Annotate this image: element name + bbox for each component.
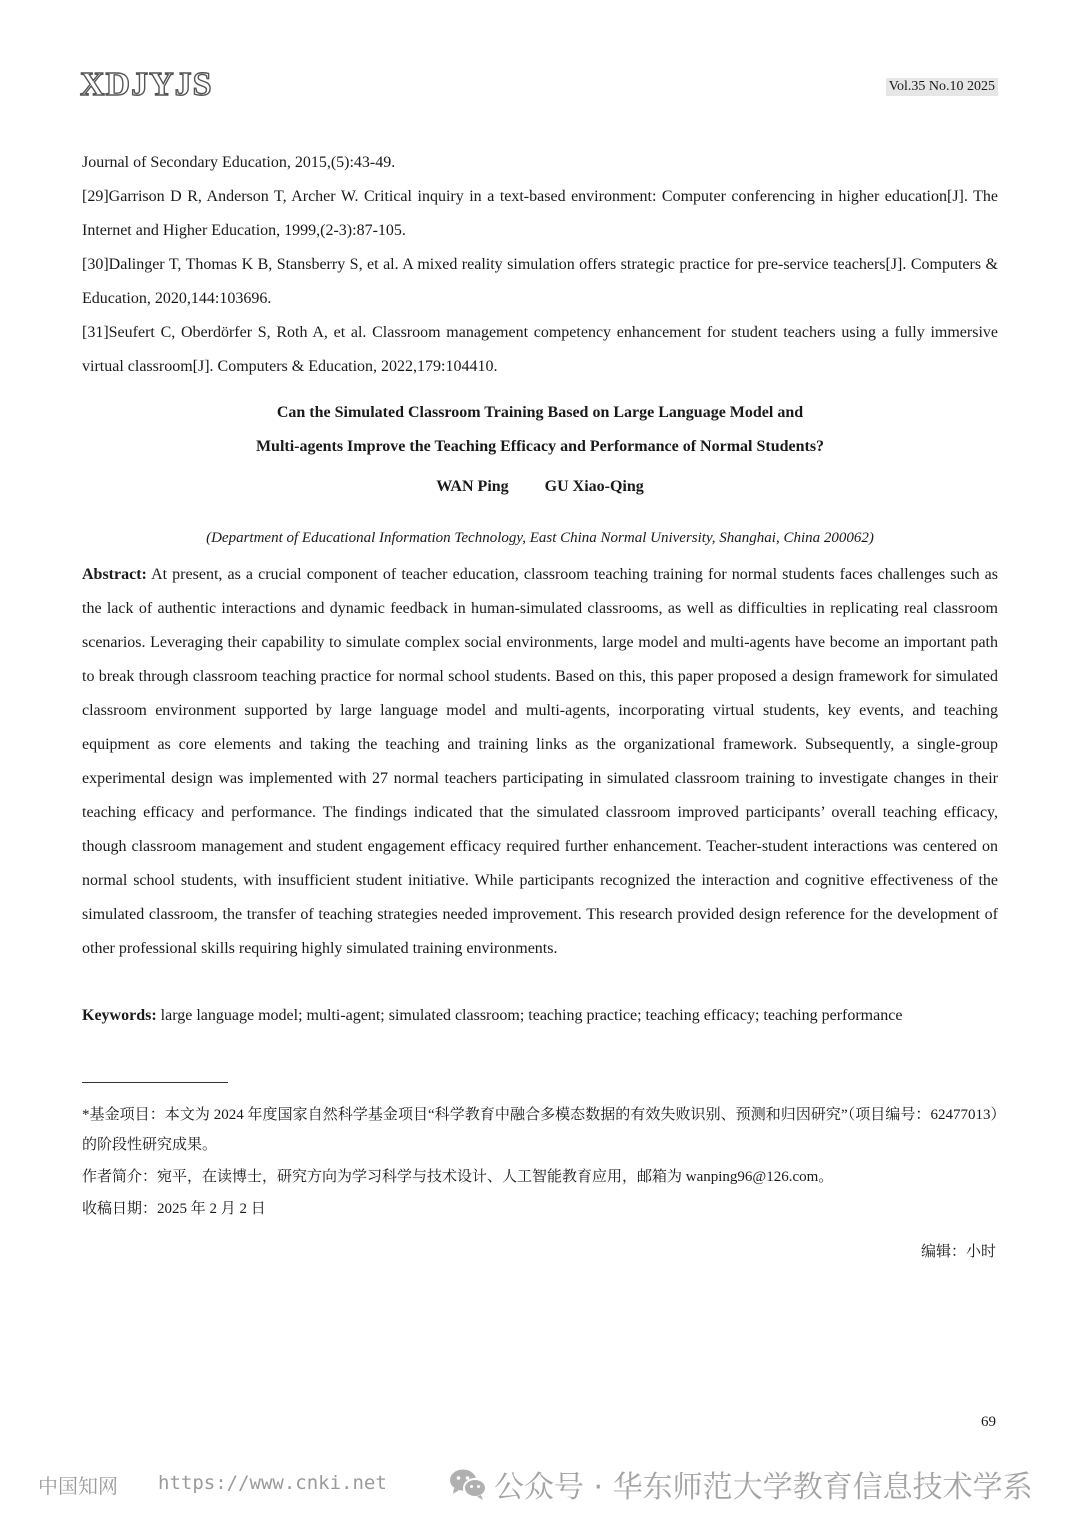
affiliation: (Department of Educational Information Technology, East China Normal University, Shanghai, China 200062)	[206, 530, 874, 546]
author-name: GU Xiao-Qing	[544, 478, 644, 495]
author-name: WAN Ping	[436, 478, 509, 495]
keywords	[82, 999, 998, 1033]
editor-credit: 编辑：小时	[920, 1244, 996, 1260]
abstract-text: At present, as a crucial component of teacher education, classroom teaching training for normal students faces challenges such as the lack of authentic interactions and dynamic feedback in human-simulated classrooms, as well as difficulties in replicating real classroom scenarios. Leveraging their capability to simulate complex social environments, large model and multi-agents have become an important path to break through classroom teaching practice for normal school students. Based on this, this paper proposed a design framework for simulated classroom environment supported by large language model and multi-agents, incorporating virtual students, key events, and teaching equipment as core elements and taking the teaching and training links as the organizational framework. Subsequently, a single-group experimental design was implemented with 27 normal teachers participating in simulated classroom training to investigate changes in their teaching efficacy and performance. The findings indicated that the simulated classroom improved participants’ overall teaching efficacy, though classroom management and student engagement efficacy required further enhancement. Teacher-student interactions was centered on normal school students, with insufficient student initiative. While participants recognized the interaction and cognitive effectiveness of the simulated classroom, the transfer of teaching strategies needed improvement. This research provided design reference for the development of other professional skills requiring highly simulated training environments.	[82, 566, 999, 957]
journal-logo: XDJYJS	[80, 66, 213, 103]
reference-list	[82, 146, 998, 384]
reference-item: Journal of Secondary Education, 2015,(5):43-49.	[82, 154, 396, 171]
keywords-label: Keywords:	[82, 1007, 157, 1024]
wechat-account-text: 公众号 · 华东师范大学教育信息技术学系	[494, 1470, 1033, 1505]
page-number: 69	[981, 1414, 996, 1430]
author-list	[82, 478, 998, 496]
footnote-divider	[82, 1082, 228, 1083]
footnote-author-bio: 作者简介：宛平，在读博士，研究方向为学习科学与技术设计、人工智能教育应用，邮箱为 wanping96@126.com。	[82, 1169, 834, 1185]
volume-info: Vol.35 No.10 2025	[886, 78, 998, 96]
site-url: https://www.cnki.net	[158, 1472, 387, 1494]
site-name: 中国知网	[38, 1476, 118, 1498]
footnote-funding: *基金项目：本文为 2024 年度国家自然科学基金项目“科学教育中融合多模态数据的有效失败识别、预测和归因研究”（项目编号：62477013）的阶段性研究成果。	[82, 1107, 998, 1153]
wechat-icon	[448, 1467, 488, 1501]
reference-item: [30]Dalinger T, Thomas K B, Stansberry S, et al. A mixed reality simulation offers strategic practice for pre-service teachers[J]. Computers & Education, 2020,144:103696.	[82, 256, 998, 307]
footnote-received-date: 收稿日期：2025 年 2 月 2 日	[82, 1201, 266, 1217]
abstract	[82, 558, 998, 966]
reference-item: [31]Seufert C, Oberdörfer S, Roth A, et al. Classroom management competency enhancement for student teachers using a fully immersive virtual classroom[J]. Computers & Education, 2022,179:104410.	[82, 324, 998, 375]
title-line-2: Multi-agents Improve the Teaching Efficacy and Performance of Normal Students?	[255, 438, 825, 455]
paper-title	[82, 396, 998, 464]
abstract-label: Abstract:	[82, 566, 147, 583]
reference-item: [29]Garrison D R, Anderson T, Archer W. Critical inquiry in a text-based environment: Computer conferencing in higher education[J]. The Internet and Higher Education, 1999,(2-3):87-105.	[82, 188, 998, 239]
title-line-1: Can the Simulated Classroom Training Based on Large Language Model and	[276, 404, 804, 421]
keywords-text: large language model; multi-agent; simulated classroom; teaching practice; teaching efficacy; teaching performance	[160, 1007, 903, 1024]
wechat-watermark	[448, 1462, 1033, 1506]
footnotes	[82, 1100, 998, 1226]
